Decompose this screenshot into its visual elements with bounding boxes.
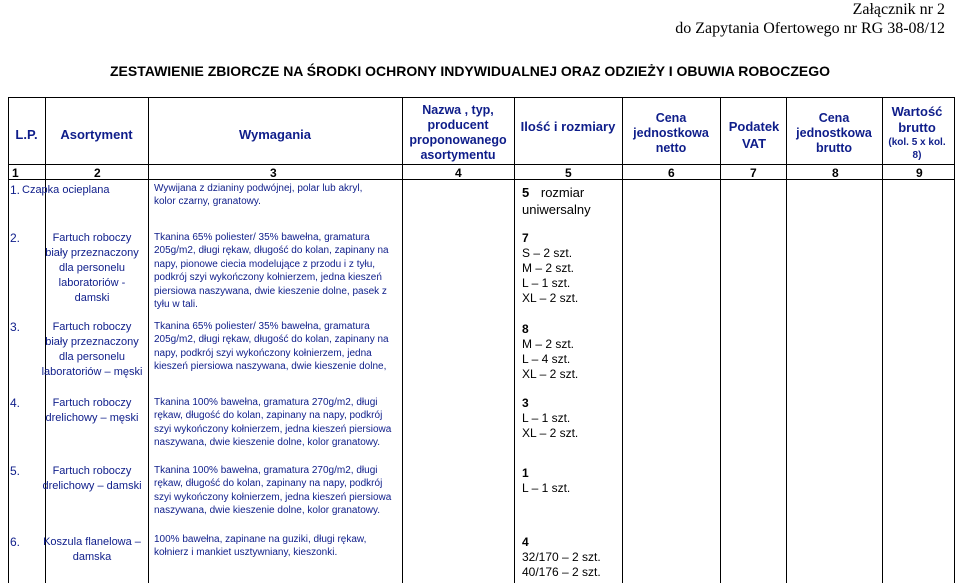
colnum-1: 1 <box>12 166 19 180</box>
colnum-6: 6 <box>668 166 675 180</box>
row-size: XL – 2 szt. <box>522 291 579 305</box>
row-wymagania: Tkanina 65% poliester/ 35% bawełna, gramatura 205g/m2, długi rękaw, długość do kolan, zapinany na napy, podkrój szyi wykończony kołnierzem, jedna kieszeń piersiowa naszywana, dwie kieszenie dolne, <box>154 321 389 373</box>
row-wymagania: Tkanina 100% bawełna, gramatura 270g/m2, długi rękaw, długość do kolan, zapinany na napy, podkrój szyi wykończony kołnierzem, jedna kieszeń piersiowa naszywana, dwie kieszenie dolne, kolor granatowy. <box>154 397 392 449</box>
row-asortyment: Fartuch roboczy biały przeznaczony dla personelu laboratoriów – męski <box>41 321 143 378</box>
row-size: M – 2 szt. <box>522 261 575 275</box>
row-size: 32/170 – 2 szt. <box>522 550 601 564</box>
row-lp: 6. <box>10 535 21 549</box>
row-size: XL – 2 szt. <box>522 426 579 440</box>
row-size: uniwersalny <box>522 202 591 217</box>
row-size: 40/176 – 2 szt. <box>522 565 601 579</box>
col-border <box>514 97 515 583</box>
row-quantity <box>522 396 578 441</box>
row-lp: 5. <box>10 464 21 478</box>
header-cena-brutto: Cena jednostkowa brutto <box>796 111 872 155</box>
colnum-8: 8 <box>832 166 839 180</box>
header-wartosc-label: Wartość brutto <box>891 104 943 135</box>
row-qty-number: 1 <box>522 466 529 480</box>
colnum-5: 5 <box>565 166 572 180</box>
row-qty-number: 8 <box>522 322 529 336</box>
header-vat: Podatek VAT <box>728 119 780 151</box>
row-qty-number: 7 <box>522 231 529 245</box>
col-border <box>148 97 149 583</box>
row-size: XL – 2 szt. <box>522 367 579 381</box>
row-wymagania: Tkanina 65% poliester/ 35% bawełna, gramatura 205g/m2, długi rękaw, długość do kolan, zapinany na napy, pionowe ciecia modelujące z przodu i z tyłu, podkrój szyi wykończony kołnierzem, jedna kieszeń piersiowa naszywana, dwie kieszenie dolne, pasek z tyłu w tali. <box>154 232 389 311</box>
colnum-4: 4 <box>455 166 462 180</box>
row-quantity <box>522 184 591 218</box>
colnum-7: 7 <box>750 166 757 180</box>
row-quantity <box>522 322 578 382</box>
row-size: L – 1 szt. <box>522 276 571 290</box>
colnum-divider <box>8 179 954 180</box>
row-asortyment: Koszula flanelowa – damska <box>43 536 141 563</box>
header-cena-netto: Cena jednostkowa netto <box>633 111 709 155</box>
row-size: L – 1 szt. <box>522 411 571 425</box>
attachment-number: Załącznik nr 2 <box>852 1 945 18</box>
header-wymagania: Wymagania <box>238 127 311 142</box>
row-asortyment: Fartuch roboczy drelichowy – damski <box>42 465 142 492</box>
col-border <box>720 97 721 583</box>
document-title: ZESTAWIENIE ZBIORCZE NA ŚRODKI OCHRONY INDYWIDUALNEJ ORAZ ODZIEŻY I OBUWIA ROBOCZEGO <box>110 63 830 79</box>
header-wartosc <box>884 104 950 162</box>
header-nazwa: Nazwa , typ, producent proponowanego asortymentu <box>409 103 507 162</box>
row-qty-number: 5 <box>522 185 530 200</box>
row-qty-number: 4 <box>522 535 529 549</box>
row-lp: 1. <box>10 183 21 197</box>
row-size: L – 4 szt. <box>522 352 571 366</box>
col-border <box>786 97 787 583</box>
col-border <box>8 97 9 583</box>
row-size: L – 1 szt. <box>522 481 571 495</box>
col-border <box>954 97 955 583</box>
row-quantity <box>522 535 601 580</box>
header-wartosc-note: (kol. 5 x kol. 8) <box>888 137 946 161</box>
colnum-2: 2 <box>94 166 101 180</box>
row-qty-number: 3 <box>522 396 529 410</box>
row-quantity <box>522 231 578 306</box>
row-wymagania: Wywijana z dzianiny podwójnej, polar lub akryl, kolor czarny, granatowy. <box>154 183 363 208</box>
row-asortyment: Fartuch roboczy biały przeznaczony dla personelu laboratoriów - damski <box>45 232 139 304</box>
row-asortyment: Fartuch roboczy drelichowy – męski <box>45 397 139 424</box>
row-asortyment: Czapka ocieplana <box>22 184 110 196</box>
header-lp: L.P. <box>15 127 38 142</box>
row-wymagania: Tkanina 100% bawełna, gramatura 270g/m2, długi rękaw, długość do kolan, zapinany na napy, podkrój szyi wykończony kołnierzem, jedna kieszeń piersiowa naszywana, dwie kieszenie dolne, kolor granatowy. <box>154 465 392 517</box>
inquiry-reference: do Zapytania Ofertowego nr RG 38-08/12 <box>675 20 945 37</box>
row-size: M – 2 szt. <box>522 337 575 351</box>
row-wymagania: 100% bawełna, zapinane na guziki, długi rękaw, kołnierz i mankiet usztywniany, kieszonki. <box>154 534 367 559</box>
colnum-3: 3 <box>270 166 277 180</box>
col-border <box>402 97 403 583</box>
attachment-header <box>675 0 945 38</box>
header-divider <box>8 164 954 165</box>
row-quantity <box>522 466 570 496</box>
colnum-9: 9 <box>916 166 923 180</box>
row-size: S – 2 szt. <box>522 246 573 260</box>
header-ilosc: Ilość i rozmiary <box>520 119 616 134</box>
row-lp: 3. <box>10 320 21 334</box>
header-asortyment: Asortyment <box>60 127 133 142</box>
col-border <box>622 97 623 583</box>
row-lp: 4. <box>10 396 21 410</box>
table-top-border <box>8 97 954 98</box>
row-size: rozmiar <box>540 185 585 200</box>
row-lp: 2. <box>10 231 21 245</box>
col-border <box>882 97 883 583</box>
